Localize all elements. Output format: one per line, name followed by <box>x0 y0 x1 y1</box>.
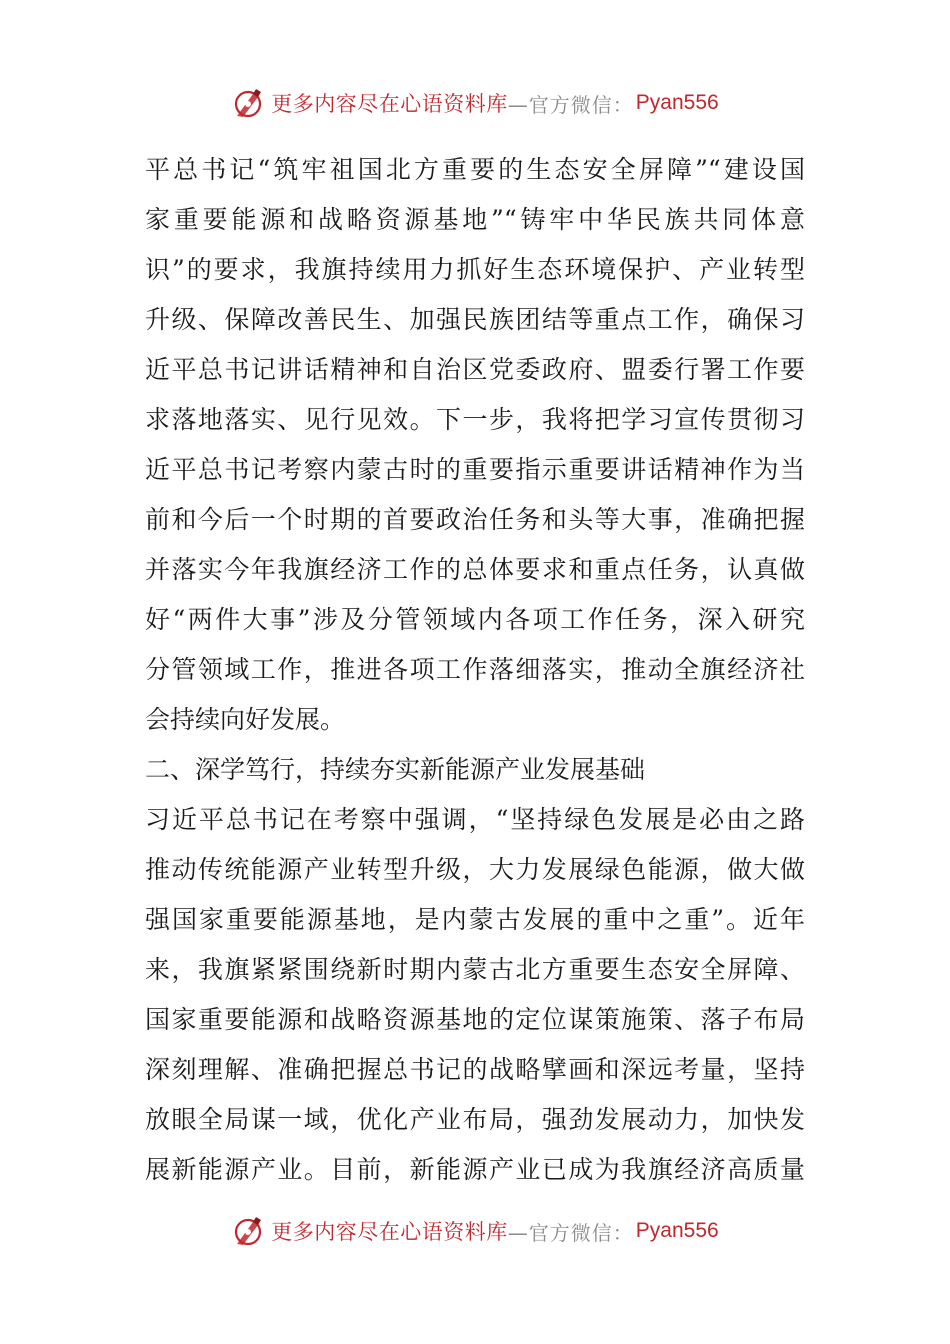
body-line: 识”的要求，我旗持续用力抓好生态环境保护、产业转型 <box>145 255 805 284</box>
body-line: 会持续向好发展。 <box>145 705 346 734</box>
body-line: 家重要能源和战略资源基地”“铸牢中华民族共同体意 <box>145 205 805 234</box>
body-line: 来，我旗紧紧围绕新时期内蒙古北方重要生态安全屏障、 <box>145 955 805 984</box>
body-line: 分管领域工作，推进各项工作落细落实，推动全旗经济社 <box>145 655 805 684</box>
body-line: 近平总书记考察内蒙古时的重要指示重要讲话精神作为当 <box>145 455 805 484</box>
watermark-separator: —官方微信： <box>507 92 634 117</box>
body-line: 求落地落实、见行见效。下一步，我将把学习宣传贯彻习 <box>145 405 805 434</box>
body-line: 升级、保障改善民生、加强民族团结等重点工作，确保习 <box>145 305 805 334</box>
pen-circle-icon <box>231 1214 265 1248</box>
watermark-wechat-id: Pyan556 <box>635 91 719 114</box>
watermark-header <box>0 83 950 123</box>
body-line: 习近平总书记在考察中强调，“坚持绿色发展是必由之路 <box>145 805 805 834</box>
section-heading: 二、深学笃行，持续夯实新能源产业发展基础 <box>145 755 646 784</box>
watermark-wechat-id: Pyan556 <box>635 1219 719 1242</box>
watermark-separator: —官方微信： <box>507 1220 634 1245</box>
body-line: 平总书记“筑牢祖国北方重要的生态安全屏障”“建设国 <box>145 155 805 184</box>
body-line: 并落实今年我旗经济工作的总体要求和重点任务，认真做 <box>145 555 805 584</box>
body-line: 展新能源产业。目前，新能源产业已成为我旗经济高质量 <box>145 1155 805 1184</box>
body-line: 近平总书记讲话精神和自治区党委政府、盟委行署工作要 <box>145 355 805 384</box>
body-line: 放眼全局谋一域，优化产业布局，强劲发展动力，加快发 <box>145 1105 805 1134</box>
body-line: 强国家重要能源基地，是内蒙古发展的重中之重”。近年 <box>145 905 805 934</box>
watermark-footer <box>0 1211 950 1251</box>
watermark-text: 更多内容尽在心语资料库 <box>271 1220 508 1244</box>
body-line: 推动传统能源产业转型升级，大力发展绿色能源，做大做 <box>145 855 805 884</box>
body-line: 深刻理解、准确把握总书记的战略擘画和深远考量，坚持 <box>145 1055 805 1084</box>
body-line: 前和今后一个时期的首要政治任务和头等大事，准确把握 <box>145 505 805 534</box>
body-line: 好“两件大事”涉及分管领域内各项工作任务，深入研究 <box>145 605 805 634</box>
pen-circle-icon <box>231 86 265 120</box>
document-body <box>145 145 805 1195</box>
body-line: 国家重要能源和战略资源基地的定位谋策施策、落子布局 <box>145 1005 805 1034</box>
watermark-text: 更多内容尽在心语资料库 <box>271 92 508 116</box>
